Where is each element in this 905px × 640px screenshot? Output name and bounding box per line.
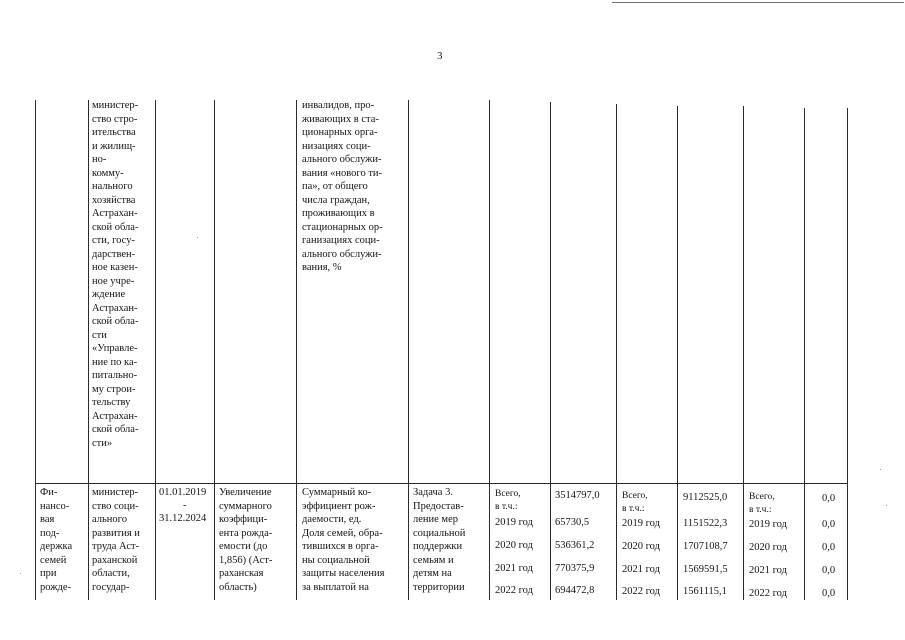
fund1-total-value: 3514797,0 [555,490,600,501]
row-separator [35,483,847,484]
page-number: 3 [437,50,443,62]
scan-speck [20,573,21,574]
fund3-value: 0,0 [822,519,836,530]
goal-cell: Увеличение суммарного коэффици- ента рожда- емости (до 1,856) (Аст- раханская область) [219,487,273,593]
indicator-cell: Суммарный ко- эффициент рож- даемости, ед. Доля семей, обра- тившихся в орга- ны социальной защиты населения за выплатой на [302,487,385,593]
scan-speck [880,469,881,470]
fund2-value: 1561115,1 [683,586,727,597]
fund3-total-label: Всего, [749,492,775,502]
prev-indicator-cell: инвалидов, про- живающих в ста- ционарных орга- низациях соци- ального обслужи- вания «нового ти- па», от общего числа граждан, проживающих в стационарных ор- ганизациях соци- ального обслужи- вания, % [302,100,383,273]
grid-line [677,106,678,600]
executor-cell: министер- ство соци- ального развития и труда Аст- раханской области, государ- [92,487,140,593]
fund2-incl-label: в т.ч.: [622,504,645,514]
fund2-value: 1151522,3 [683,518,728,529]
date-start: 01.01.2019 [159,487,207,498]
fund1-value: 65730,5 [555,517,590,528]
fund1-incl-label: в т.ч.: [495,502,518,512]
fund1-total-label: Всего, [495,489,521,499]
fund3-year: 2020 год [749,542,787,553]
fund3-value: 0,0 [822,542,836,553]
fund2-year: 2019 год [622,518,660,529]
scan-speck [886,505,887,506]
fund3-year: 2022 год [749,588,787,599]
grid-line [743,106,744,600]
fund2-value: 1707108,7 [683,541,728,552]
top-rule [612,2,904,3]
fund3-year: 2021 год [749,565,787,576]
fund1-value: 694472,8 [555,585,595,596]
fund2-total-label: Всего, [622,491,648,501]
grid-line [804,108,805,600]
grid-line [489,100,490,600]
fund3-value: 0,0 [822,565,836,576]
fund3-incl-label: в т.ч.: [749,505,772,515]
date-end: 31.12.2024 [159,513,207,524]
task-cell: Задача 3. Предостав- ление мер социальной поддержки семьям и детям на территории [413,487,466,593]
fund1-value: 770375,9 [555,563,595,574]
fund1-year: 2021 год [495,563,533,574]
fund2-year: 2020 год [622,541,660,552]
fund1-year: 2019 год [495,517,533,528]
fund2-year: 2021 год [622,564,660,575]
fund2-value: 1569591,5 [683,564,728,575]
grid-line [616,104,617,600]
grid-line [296,100,297,600]
date-dash: - [183,500,187,511]
fund3-total-value: 0,0 [822,493,836,504]
scan-speck [197,237,198,238]
grid-line [550,102,551,600]
grid-line [155,100,156,600]
grid-line [35,100,36,600]
measure-name-cell: Фи- нансо- вая под- держка семей при рожде- [40,487,73,593]
fund1-value: 536361,2 [555,540,595,551]
prev-executor-cell: министер- ство стро- ительства и жилищ- но- комму- нального хозяйства Астрахан- ской обла- сти, госу- дарствен- ное казен- ное учре- ждение Астрахан- ской обла- сти «Управле- ние по ка- питально- му строи- тельству Астрахан- ской обла- сти» [92,100,139,449]
grid-line [88,100,89,600]
fund2-total-value: 9112525,0 [683,492,728,503]
grid-line [408,100,409,600]
fund2-year: 2022 год [622,586,660,597]
grid-line [847,108,848,600]
grid-line [214,100,215,600]
fund3-year: 2019 год [749,519,787,530]
fund3-value: 0,0 [822,588,836,599]
fund1-year: 2022 год [495,585,533,596]
fund1-year: 2020 год [495,540,533,551]
